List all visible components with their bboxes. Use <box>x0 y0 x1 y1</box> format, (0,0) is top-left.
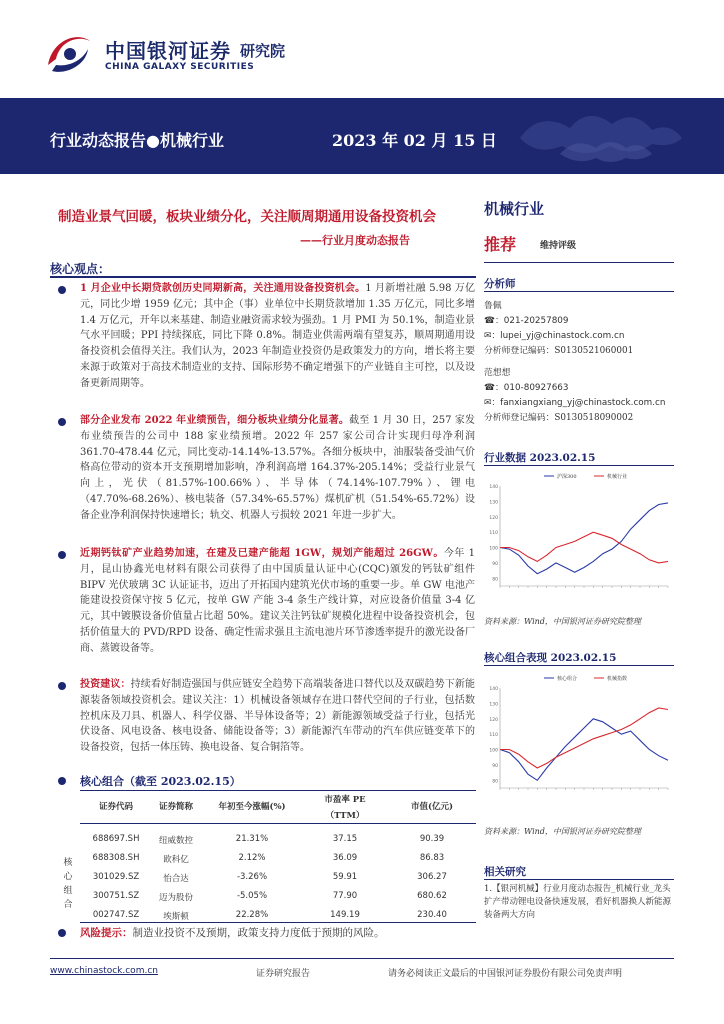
divider <box>484 665 674 666</box>
cell-ytd: -3.26% <box>236 872 268 882</box>
core-views-label: 核心观点： <box>50 262 111 276</box>
footer-url-link[interactable]: www.chinastock.com.cn <box>50 966 158 976</box>
rating-note: 维持评级 <box>540 241 577 251</box>
analyst-name: 鲁佩 <box>484 301 502 311</box>
legend-label: 核心组合 <box>557 676 578 682</box>
y-tick-label: 130 <box>489 500 498 506</box>
analyst-email[interactable]: ✉：lupei_yj@chinastock.com.cn <box>484 331 625 341</box>
brand-dept: 研究院 <box>240 42 286 60</box>
report-date: 2023 年 02 月 15 日 <box>332 131 497 150</box>
table-header-code: 证券代码 <box>98 802 133 812</box>
analyst-name: 范想想 <box>484 368 511 378</box>
cell-mktcap: 680.62 <box>417 891 447 901</box>
cell-mktcap: 306.27 <box>417 872 447 882</box>
y-tick-label: 90 <box>492 561 498 567</box>
y-tick-label: 100 <box>489 546 498 552</box>
table-header-rule <box>80 823 476 824</box>
cell-name: 怡合达 <box>163 874 189 884</box>
cell-mktcap: 90.39 <box>419 834 445 844</box>
report-type: 行业动态报告●机械行业 <box>50 131 224 150</box>
footer-label: 证券研究报告 <box>256 969 311 979</box>
cell-code: 301029.SZ <box>92 872 140 882</box>
cell-ytd: 22.28% <box>235 910 269 920</box>
cell-mktcap: 230.40 <box>417 910 447 920</box>
y-tick-label: 120 <box>489 515 498 521</box>
table-header-mktcap: 市值(亿元) <box>410 802 454 812</box>
chart2-heading: 核心组合表现 2023.02.15 <box>484 652 617 664</box>
series-line-2 <box>500 532 668 563</box>
cell-name: 欧科亿 <box>163 855 189 865</box>
risk-warning: 风险提示：制造业投资不及预期，政策支持力度低于预期的风险。 <box>80 927 385 939</box>
brand-name-cn: 中国银河证券 <box>105 39 231 63</box>
report-title: 制造业景气回暖，板块业绩分化，关注顺周期通用设备投资机会 <box>58 209 436 225</box>
y-tick-label: 140 <box>489 485 498 490</box>
table-header-ytd: 年初至今涨幅(%) <box>218 802 286 812</box>
divider <box>484 291 674 292</box>
industry-line-chart <box>484 468 674 608</box>
y-tick-label: 90 <box>492 763 498 769</box>
cell-pe: 37.15 <box>332 834 358 844</box>
chart2-source: 资料来源：Wind，中国银河证券研究院整理 <box>484 827 641 836</box>
paragraph-3: 近期钙钛矿产业趋势加速，在建及已建产能超 1GW，规划产能超过 26GW。今年 1 月，昆山协鑫光电材料有限公司获得了由中国质量认证中心(CQC)颁发的钙钛矿组件 BIPV 光伏玻璃 3C 认证证书，迈出了开拓国内建筑光伏市场的重要一步。单 GW 电池产能建设投资保守按 5 亿元，按单 GW 产能 3-4 条生产线计算，对应设备价值量 3-4 亿元，其中镀膜设备价值量占比超 50%。建议关注钙钛矿规模化进程中设备投资机会，包括价值量大的 PVD/RPD 设备、确定性需求强且主流电池片环节渗透率提升的激光设备厂商、蒸镀设备等。 <box>80 548 475 654</box>
cell-ytd: 2.12% <box>238 853 266 863</box>
cell-pe: 77.90 <box>332 891 358 901</box>
legend-label: 沪深300 <box>557 474 577 480</box>
analyst-phone: ☎：021-20257809 <box>484 316 569 326</box>
divider <box>484 262 674 263</box>
analyst-cert: 分析师登记编码：S0130518090002 <box>484 413 634 423</box>
related-heading: 相关研究 <box>484 866 526 878</box>
table-bottom-rule <box>80 922 476 923</box>
cell-code: 002747.SZ <box>92 910 140 920</box>
divider <box>50 276 476 278</box>
cell-code: 300751.SZ <box>92 891 140 901</box>
cell-pe: 36.09 <box>332 853 358 863</box>
y-tick-label: 80 <box>492 779 498 785</box>
footer-rule <box>50 958 674 959</box>
cell-pe: 149.19 <box>330 910 360 920</box>
sidebar-sector: 机械行业 <box>484 200 545 218</box>
cell-name: 迈为股份 <box>158 893 193 903</box>
bullet-icon <box>58 777 66 785</box>
cell-ytd: -5.05% <box>236 891 268 901</box>
y-tick-label: 140 <box>489 687 498 692</box>
report-subtitle: ——行业月度动态报告 <box>300 234 410 247</box>
y-tick-label: 130 <box>489 702 498 708</box>
galaxy-logo-icon <box>42 27 94 79</box>
rating-badge: 推荐 <box>484 235 517 254</box>
cell-ytd: 21.31% <box>235 834 269 844</box>
table-header-pe: 市盈率 PE <box>324 795 366 805</box>
y-tick-label: 110 <box>489 531 498 537</box>
brand-name-en: CHINA GALAXY SECURITIES <box>105 62 255 72</box>
table-header-ttm: （TTM） <box>325 811 365 821</box>
series-line-2 <box>500 708 668 768</box>
bullet-icon <box>58 286 66 294</box>
bullet-icon <box>58 929 66 937</box>
analyst-phone: ☎：010-80927663 <box>484 383 569 393</box>
footer-disclaimer: 请务必阅读正文最后的中国银河证券股份有限公司免责声明 <box>388 969 623 979</box>
series-line-1 <box>500 719 668 781</box>
portfolio-line-chart <box>484 670 674 810</box>
cell-pe: 59.91 <box>332 872 358 882</box>
chart1-heading: 行业数据 2023.02.15 <box>484 452 596 464</box>
paragraph-1: 1 月企业中长期贷款创历史同期新高，关注通用设备投资机会。1 月新增社融 5.98 万亿元，同比少增 1959 亿元；其中企（事）业单位中长期贷款增加 1.35 万亿元，同比多增 1.4 万亿元，开年以来基建、制造业融资需求较为强劲。1 月 PMI 为 50.1%，制造业景气水平回暖；PPI 持续探底，同比下降 0.8%。制造业供需两端有望复苏，顺周期通用设备投资机会值得关注。我们认为，2023 年制造业投资仍是政策发力的方向，增长将主要来源于政策对于高技术制造业的支持、国际形势不确定增强下的产业链自主可控，以及设备更新周期等。 <box>80 283 475 389</box>
divider <box>484 879 674 880</box>
chart1-source: 资料来源：Wind，中国银河证券研究院整理 <box>484 617 641 626</box>
related-report-link[interactable]: 1.【银河机械】行业月度动态报告_机械行业_龙头扩产带动锂电设备快速发展，看好机器换人新能源装备两大方向 <box>484 884 672 920</box>
table-title: 核心组合（截至 2023.02.15） <box>80 775 241 788</box>
bullet-icon <box>58 551 66 559</box>
paragraph-4: 投资建议：持续看好制造强国与供应链安全趋势下高端装备进口替代以及双碳趋势下新能源装备领域投资机会。建议关注：1）机械设备领域存在进口替代空间的子行业，包括数控机床及刀具、机器人、科学仪器、半导体设备等；2）新能源领域受益子行业，包括光伏设备、风电设备、核电设备、储能设备等；3）新能源汽车带动的汽车供应链变革下的设备投资，包括一体压铸、换电设备、复合铜箔等。 <box>80 679 476 754</box>
table-header-name: 证券简称 <box>158 802 193 812</box>
legend-label: 机械行业 <box>607 474 628 480</box>
bullet-icon <box>58 418 66 426</box>
analyst-email[interactable]: ✉：fanxiangxiang_yj@chinastock.com.cn <box>484 398 666 408</box>
y-tick-label: 80 <box>492 577 498 583</box>
cell-mktcap: 86.83 <box>419 853 445 863</box>
series-line-1 <box>500 503 668 574</box>
table-side-label: 核心组合 <box>63 858 73 910</box>
bullet-icon <box>58 682 66 690</box>
table-top-rule <box>80 790 476 791</box>
paragraph-2: 部分企业发布 2022 年业绩预告，细分板块业绩分化显著。截至 1 月 30 日，257 家发布业绩预告的公司中 188 家业绩预增。2022 年 257 家公司合计实现归母净利润 361.70-478.44 亿元，同比变动-14.14%-13.57%。各细分板块中，油服装备受油气价格高位带动的资本开支预期增加影响，净利润高增 164.37%-205.14%；受益行业景气向上，光伏（81.57%-100.66%）、半导体（74.14%-107.79%）、锂电（47.70%-68.26%）、核电装备（57.34%-65.57%）煤机矿机（51.54%-65.72%）设备企业净利润保持快速增长；轨交、机器人亏损较 2021 年进一步扩大。 <box>80 415 476 521</box>
y-tick-label: 120 <box>489 717 498 723</box>
legend-label: 机械指数 <box>607 676 628 682</box>
cell-code: 688697.SH <box>92 834 140 844</box>
cell-name: 埃斯顿 <box>163 912 189 922</box>
analyst-cert: 分析师登记编码：S0130521060001 <box>484 346 634 356</box>
analyst-heading: 分析师 <box>484 278 516 290</box>
y-tick-label: 100 <box>489 748 498 754</box>
y-tick-label: 110 <box>489 733 498 739</box>
divider <box>484 465 674 466</box>
cell-name: 纽威数控 <box>158 836 193 846</box>
cell-code: 688308.SH <box>92 853 140 863</box>
